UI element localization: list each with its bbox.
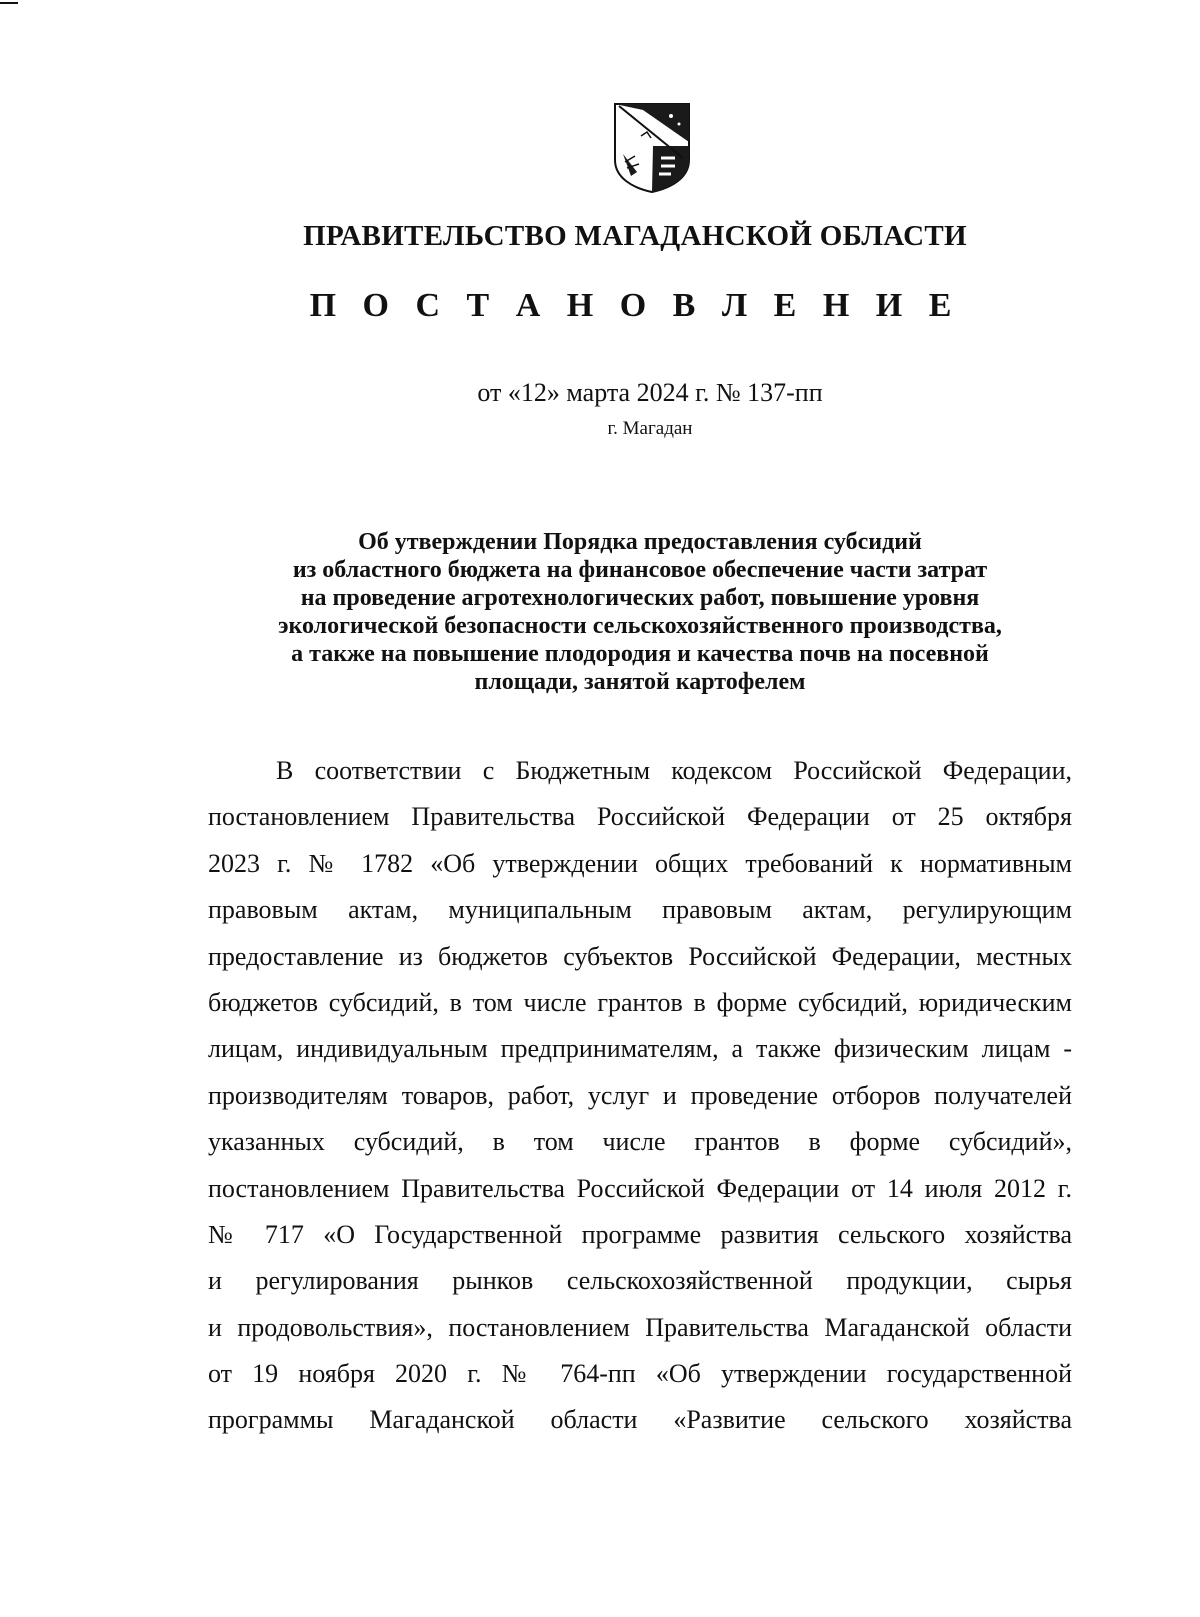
subject-line: Об утверждении Порядка предоставления субсидий xyxy=(358,529,922,555)
body-line: указанных субсидий, в том числе грантов в форме субсидий», xyxy=(208,1127,1072,1157)
subject-line: из областного бюджета на финансовое обеспечение части затрат xyxy=(292,557,988,583)
body-line: и продовольствия», постановлением Правительства Магаданской области xyxy=(208,1312,1072,1342)
document-body xyxy=(208,748,1072,1444)
document-type-heading: П О С Т А Н О В Л Е Н И Е xyxy=(309,287,961,324)
subject-line: площади, занятой картофелем xyxy=(474,669,806,695)
body-line: предоставление из бюджетов субъектов Российской Федерации, местных xyxy=(208,941,1072,971)
body-line: лицам, индивидуальным предпринимателям, а также физическим лицам - xyxy=(208,1034,1072,1064)
coat-of-arms-icon xyxy=(613,102,691,194)
document-date-number: от «12» марта 2024 г. № 137-пп xyxy=(477,378,823,407)
body-line: № 717 «О Государственной программе развития сельского хозяйства xyxy=(208,1219,1072,1249)
body-line: и регулирования рынков сельскохозяйственной продукции, сырья xyxy=(208,1266,1072,1296)
body-line: 2023 г. № 1782 «Об утверждении общих требований к нормативным xyxy=(208,848,1072,878)
body-line: правовым актам, муниципальным правовым актам, регулирующим xyxy=(208,895,1072,925)
body-line: программы Магаданской области «Развитие сельского хозяйства xyxy=(208,1405,1072,1435)
scan-corner-mark xyxy=(0,2,18,4)
body-line: постановлением Правительства Российской Федерации от 25 октября xyxy=(208,802,1072,832)
body-line: от 19 ноября 2020 г. № 764-пп «Об утверждении государственной xyxy=(208,1359,1072,1389)
body-line: бюджетов субсидий, в том числе грантов в форме субсидий, юридическим xyxy=(208,987,1072,1017)
subject-line: экологической безопасности сельскохозяйственного производства, xyxy=(278,613,1002,639)
document-subject xyxy=(210,528,1070,696)
body-line: постановлением Правительства Российской Федерации от 14 июля 2012 г. xyxy=(208,1173,1072,1203)
subject-line: а также на повышение плодородия и качества почв на посевной xyxy=(291,641,989,667)
body-line: В соответствии с Бюджетным кодексом Российской Федерации, xyxy=(276,756,1072,785)
organization-title: ПРАВИТЕЛЬСТВО МАГАДАНСКОЙ ОБЛАСТИ xyxy=(303,220,967,252)
subject-line: на проведение агротехнологических работ, повышение уровня xyxy=(300,585,980,611)
body-line: производителям товаров, работ, услуг и проведение отборов получателей xyxy=(208,1080,1072,1110)
document-city: г. Магадан xyxy=(607,418,693,439)
